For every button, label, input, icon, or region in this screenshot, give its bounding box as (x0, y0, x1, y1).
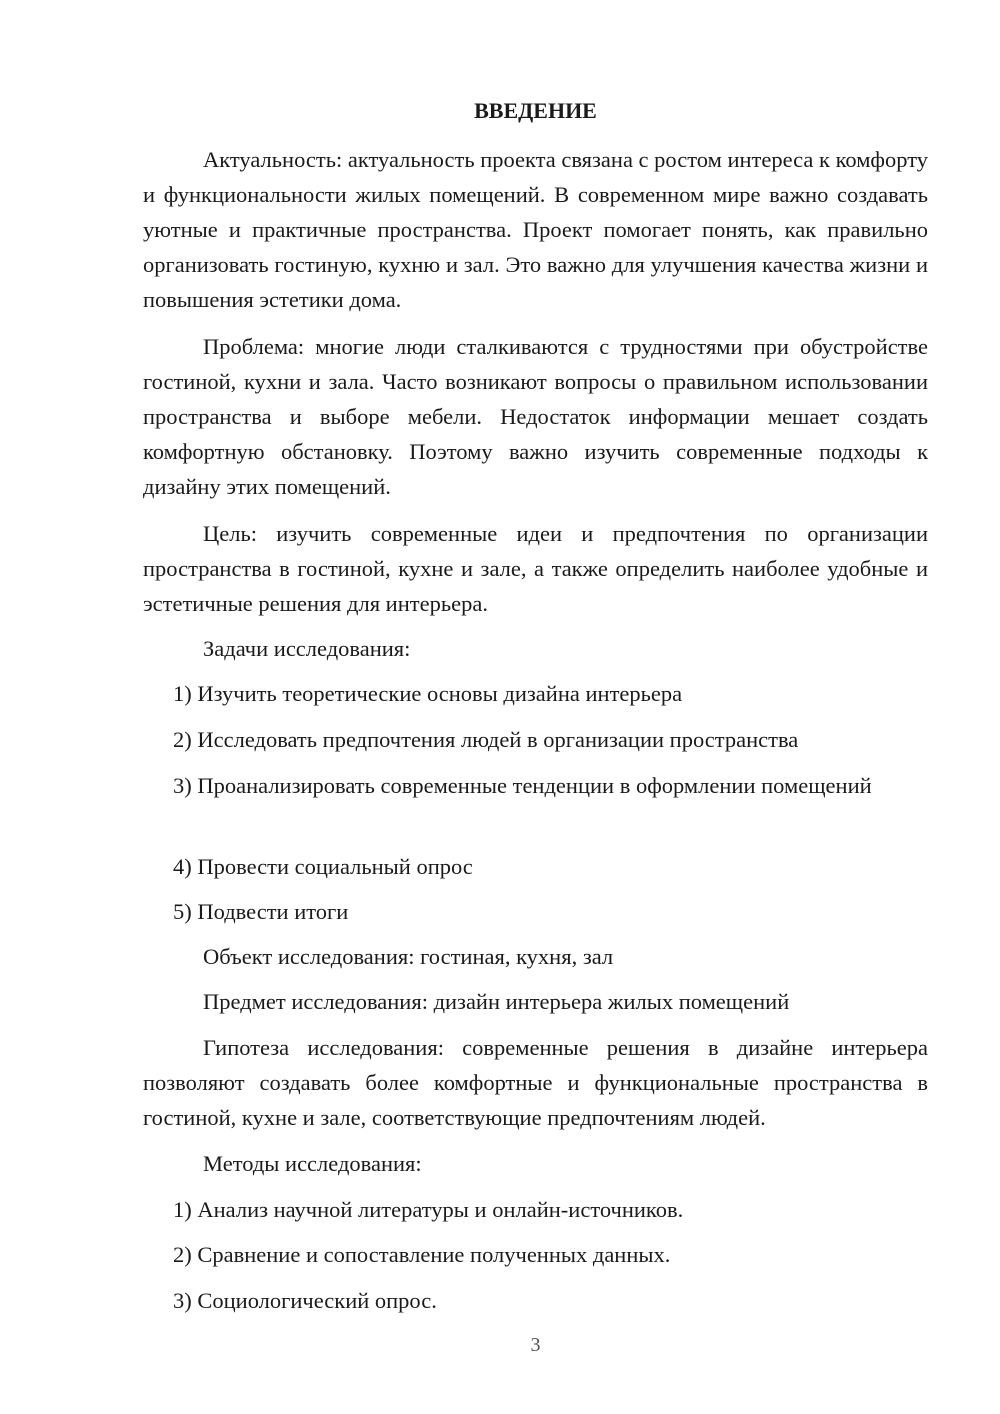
subject-line: Предмет исследования: дизайн интерьера жилых помещений (203, 989, 790, 1014)
task-item-5: 5) Подвести итоги (173, 899, 349, 924)
page-number: 3 (530, 1334, 541, 1356)
task-item-1: 1) Изучить теоретические основы дизайна интерьера (173, 681, 683, 706)
method-item-3: 3) Социологический опрос. (173, 1288, 437, 1313)
object-line: Объект исследования: гостиная, кухня, зал (203, 944, 614, 969)
relevance-paragraph: Актуальность: актуальность проекта связана с ростом интереса к комфорту и функциональности жилых помещений. В современном мире важно создавать уютные и практичные пространства. Проект помогает понять, как правильно организовать гостиную, кухню и зал. Это важно для улучшения качества жизни и повышения эстетики дома. (143, 147, 928, 312)
task-item-3: 3) Проанализировать современные тенденции в оформлении помещений (173, 773, 872, 798)
problem-paragraph: Проблема: многие люди сталкиваются с трудностями при обустройстве гостиной, кухни и зала. Часто возникают вопросы о правильном использовании пространства и выборе мебели. Недостаток информации мешает создать комфортную обстановку. Поэтому важно изучить современные подходы к дизайну этих помещений. (143, 334, 928, 499)
task-item-4: 4) Провести социальный опрос (173, 854, 473, 879)
method-item-1: 1) Анализ научной литературы и онлайн-источников. (173, 1197, 684, 1222)
tasks-heading: Задачи исследования: (203, 636, 411, 661)
document-page (143, 0, 928, 1414)
task-item-2: 2) Исследовать предпочтения людей в организации пространства (173, 727, 799, 752)
method-item-2: 2) Сравнение и сопоставление полученных данных. (173, 1242, 671, 1267)
section-title: ВВЕДЕНИЕ (474, 98, 597, 123)
methods-heading: Методы исследования: (203, 1151, 422, 1176)
hypothesis-paragraph: Гипотеза исследования: современные решения в дизайне интерьера позволяют создавать более комфортные и функциональные пространства в гостиной, кухне и зале, соответствующие предпочтениям людей. (143, 1035, 928, 1130)
goal-paragraph: Цель: изучить современные идеи и предпочтения по организации пространства в гостиной, кухне и зале, а также определить наиболее удобные и эстетичные решения для интерьера. (143, 521, 928, 616)
